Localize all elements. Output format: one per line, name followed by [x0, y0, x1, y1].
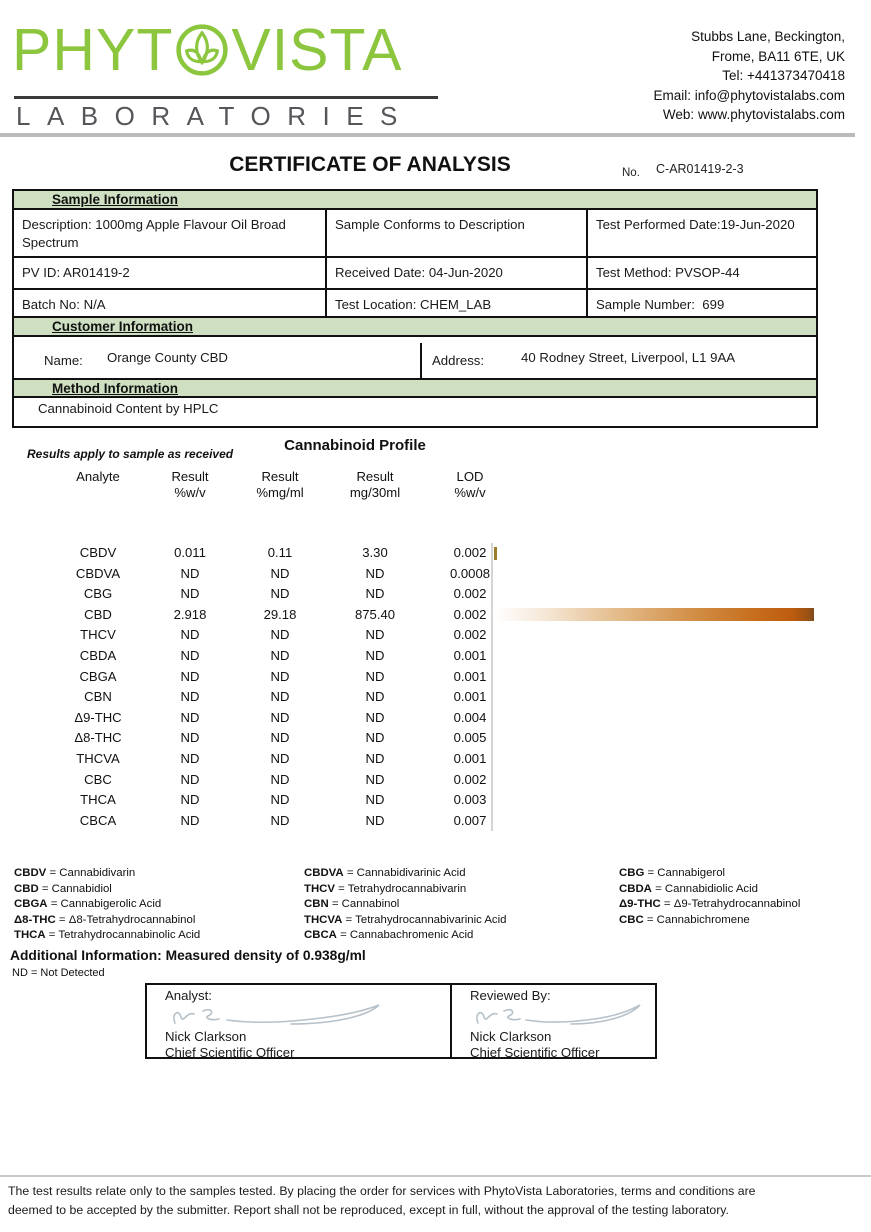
column-header-line1: Result [356, 469, 394, 484]
customer-divider [420, 343, 422, 379]
column-header [145, 469, 235, 500]
legend-abbr: CBD [14, 882, 39, 895]
analyte-name: CBG [83, 586, 113, 602]
legend-entry [619, 866, 800, 882]
result-pct-wv: ND [180, 792, 200, 808]
legend-separator: = [343, 867, 357, 879]
reviewer-signature-cell [450, 985, 655, 1060]
result-mg-30ml: ND [365, 771, 385, 787]
result-mg-30ml: ND [365, 750, 385, 766]
analyte-name: CBC [84, 771, 112, 787]
analyte-name: CBDVA [75, 565, 121, 581]
result-pct-mgml: ND [270, 812, 290, 828]
legend-column-2 [304, 866, 507, 944]
legend-abbr: CBDVA [304, 867, 344, 879]
result-pct-wv: ND [180, 627, 200, 643]
sample-information-table [12, 210, 818, 324]
method-information-value: Cannabinoid Content by HPLC [12, 398, 818, 428]
legend-name: Tetrahydrocannabinolic Acid [58, 929, 201, 942]
legend-abbr: CBDA [619, 882, 652, 895]
lod-pct-wv: 0.005 [453, 730, 487, 746]
column-header [51, 469, 145, 500]
analyst-signature-cell [147, 985, 450, 1060]
contact-line: Stubbs Lane, Beckington, [691, 29, 845, 44]
certificate-title: CERTIFICATE OF ANALYSIS [229, 153, 511, 176]
analyte-name: CBN [84, 689, 112, 705]
legend-name: Cannabigerolic Acid [60, 898, 162, 911]
result-pct-mgml: ND [270, 668, 290, 684]
result-mg-30ml: ND [365, 586, 385, 602]
legend-column-1 [14, 866, 200, 944]
lod-pct-wv: 0.004 [453, 709, 487, 725]
legend-separator: = [643, 913, 657, 926]
logo-text-phyt: PHYT [12, 17, 174, 83]
customer-information-heading: Customer Information [12, 316, 818, 337]
reviewer-signature [466, 997, 651, 1031]
result-pct-mgml: ND [270, 627, 290, 643]
footer-line-1: The test results relate only to the samples tested. By placing the order for services with PhytoVista Laboratories, terms and conditions are [8, 1184, 756, 1198]
result-mg-30ml: 3.30 [362, 545, 388, 560]
analyte-name: CBDV [79, 545, 117, 560]
result-mg-30ml: 875.40 [354, 606, 396, 622]
result-pct-mgml: ND [270, 771, 290, 787]
legend-abbr: CBCA [304, 929, 337, 942]
customer-name-value: Orange County CBD [107, 350, 228, 365]
result-pct-wv: ND [180, 586, 200, 602]
column-header [235, 469, 325, 500]
column-header [325, 469, 425, 500]
analyte-name: Δ8-THC [74, 730, 122, 746]
table-cell: Description: 1000mg Apple Flavour Oil Broad Spectrum [14, 210, 327, 258]
column-header-line2: %mg/ml [256, 484, 304, 500]
legend-name: Cannabidivarin [59, 867, 136, 879]
table-row [14, 210, 816, 258]
column-header [425, 469, 515, 500]
result-pct-wv: 0.011 [174, 545, 206, 560]
legend-separator: = [335, 882, 348, 895]
legend-separator: = [45, 929, 59, 942]
legend-separator: = [342, 913, 356, 926]
legend-separator: = [328, 898, 342, 911]
legend-name: Cannabichromene [656, 913, 750, 926]
legend-name: Tetrahydrocannabivarin [347, 882, 467, 895]
result-pct-mgml: ND [270, 750, 290, 766]
table-cell: Test Method: PVSOP-44 [588, 258, 816, 290]
result-pct-mgml: ND [270, 792, 290, 808]
results-note: Results apply to sample as received [27, 447, 234, 461]
lab-contact-info [653, 27, 845, 125]
legend-abbr: CBDV [14, 867, 47, 879]
legend-abbr: CBN [304, 898, 329, 911]
result-pct-wv: ND [180, 565, 200, 581]
legend-entry [304, 897, 507, 913]
result-mg-30ml: ND [365, 668, 385, 684]
analyst-title: Chief Scientific Officer [165, 1045, 295, 1060]
lod-pct-wv: 0.002 [453, 606, 487, 622]
table-cell: Test Location: CHEM_LAB [327, 290, 588, 322]
result-mg-30ml: ND [365, 709, 385, 725]
analyst-name: Nick Clarkson [165, 1029, 247, 1044]
legend-name: Cannabidiol [51, 882, 112, 895]
contact-line: Tel: +441373470418 [722, 68, 845, 83]
customer-name-label: Name: [44, 353, 83, 368]
column-header-line1: LOD [456, 469, 484, 484]
legend-entry [14, 866, 200, 882]
table-cell: Sample Number: 699 [596, 297, 725, 312]
analyte-name: CBGA [79, 668, 117, 684]
certificate-number-label: No. [622, 167, 640, 179]
analyte-bar-CBDV [494, 547, 497, 560]
table-cell: Sample Conforms to Description [327, 210, 588, 258]
method-information-section [12, 378, 818, 428]
legend-entry [14, 882, 200, 898]
legend-name: Cannabachromenic Acid [349, 929, 474, 942]
logo-text-vista: VISTA [231, 17, 403, 83]
lod-pct-wv: 0.001 [453, 647, 487, 663]
result-mg-30ml: ND [365, 812, 385, 828]
result-pct-wv: ND [180, 771, 200, 787]
column-header-line1: Result [261, 469, 299, 484]
sample-information-section [12, 189, 818, 324]
analyst-signature [161, 997, 401, 1031]
footer-line-2: deemed to be accepted by the submitter. Report shall not be reproduced, except in full, without the approval of the testing laboratory. [8, 1203, 729, 1217]
legend-separator: = [47, 898, 61, 911]
column-header-line2: %w/v [454, 484, 486, 500]
phytovista-logo [12, 4, 452, 131]
nd-note: ND = Not Detected [12, 967, 105, 979]
contact-line: Frome, BA11 6TE, UK [711, 48, 845, 64]
additional-information: Additional Information: Measured density of 0.938g/ml [10, 948, 366, 963]
legend-name: Δ8-Tetrahydrocannabinol [68, 913, 196, 926]
lod-pct-wv: 0.003 [453, 792, 487, 808]
legend-separator: = [38, 882, 52, 895]
legend-entry [619, 882, 800, 898]
cannabinoid-profile-section [0, 435, 871, 845]
legend-entry [304, 913, 507, 929]
legend-name: Tetrahydrocannabivarinic Acid [355, 913, 507, 926]
legend-name: Cannabinol [341, 898, 400, 911]
column-header-line1: Analyte [76, 469, 120, 484]
legend-abbr: CBGA [14, 898, 48, 911]
signature-box [145, 983, 657, 1059]
column-header-line2: mg/30ml [349, 484, 401, 500]
analyst-label: Analyst: [165, 988, 212, 1003]
reviewer-title: Chief Scientific Officer [470, 1045, 600, 1060]
contact-line: Web: www.phytovistalabs.com [662, 107, 845, 122]
result-pct-wv: ND [180, 750, 200, 766]
contact-line: Email: info@phytovistalabs.com [653, 87, 845, 103]
legend-abbr: Δ8-THC [14, 913, 56, 926]
analyte-name: THCV [80, 627, 116, 643]
table-cell: Received Date: 04-Jun-2020 [327, 258, 588, 290]
result-pct-wv: ND [180, 709, 200, 725]
lod-pct-wv: 0.001 [453, 668, 487, 684]
analyte-table-headers [0, 469, 560, 500]
lod-pct-wv: 0.002 [453, 545, 487, 560]
legend-entry [304, 882, 507, 898]
legend-separator: = [55, 913, 69, 926]
legend-abbr: THCA [14, 929, 46, 942]
footer-disclaimer [8, 1182, 868, 1220]
customer-information-section [12, 316, 818, 387]
customer-address-value: 40 Rodney Street, Liverpool, L1 9AA [521, 350, 736, 365]
legend-abbr: Δ9-THC [619, 898, 661, 911]
result-pct-mgml: ND [270, 689, 290, 705]
leaf-circle-icon [175, 23, 229, 77]
lod-pct-wv: 0.0008 [449, 565, 491, 581]
result-mg-30ml: ND [365, 647, 385, 663]
legend-entry [14, 928, 200, 944]
logo-wordmark [12, 4, 452, 96]
analyte-bar-CBD [494, 608, 814, 621]
result-mg-30ml: ND [365, 565, 385, 581]
reviewer-name: Nick Clarkson [470, 1029, 552, 1044]
legend-name: Δ9-Tetrahydrocannabinol [673, 898, 801, 911]
legend-entry [14, 897, 200, 913]
result-pct-mgml: ND [270, 647, 290, 663]
legend-separator: = [651, 882, 665, 895]
result-mg-30ml: ND [365, 792, 385, 808]
legend-entry [304, 928, 507, 944]
result-mg-30ml: ND [365, 689, 385, 705]
customer-address-label: Address: [432, 353, 485, 368]
result-pct-mgml: 0.11 [267, 545, 293, 560]
legend-entry [619, 913, 800, 929]
bar-chart-axis [491, 543, 493, 831]
legend-entry [304, 866, 507, 882]
legend-separator: = [46, 867, 60, 879]
legend-separator: = [660, 898, 674, 911]
lod-pct-wv: 0.002 [453, 586, 487, 602]
legend-abbr: THCV [304, 882, 336, 895]
analyte-table-rows [0, 543, 560, 831]
sample-information-heading: Sample Information [12, 189, 818, 210]
analyte-name: THCVA [76, 750, 120, 766]
legend-abbr: CBG [619, 867, 645, 879]
legend-separator: = [644, 867, 658, 879]
result-pct-mgml: ND [270, 586, 290, 602]
result-pct-wv: ND [180, 730, 200, 746]
result-pct-mgml: 29.18 [263, 606, 297, 622]
result-pct-mgml: ND [270, 709, 290, 725]
legend-entry [14, 913, 200, 929]
lod-pct-wv: 0.001 [453, 750, 487, 766]
result-pct-wv: ND [180, 689, 200, 705]
table-cell: Batch No: N/A [14, 290, 327, 322]
result-pct-wv: ND [180, 647, 200, 663]
legend-name: Cannabigerol [657, 867, 726, 879]
footer-separator [0, 1175, 871, 1177]
legend-column-3 [619, 866, 800, 928]
lod-pct-wv: 0.007 [453, 812, 487, 828]
analyte-name: CBD [84, 606, 112, 622]
legend-name: Cannabidivarinic Acid [356, 867, 466, 879]
certificate-number-value: C-AR01419-2-3 [656, 162, 744, 176]
legend-abbr: CBC [619, 913, 644, 926]
legend-entry [619, 897, 800, 913]
result-mg-30ml: ND [365, 627, 385, 643]
result-mg-30ml: ND [365, 730, 385, 746]
bar-chart-overlay [491, 543, 821, 832]
result-pct-mgml: ND [270, 565, 290, 581]
result-pct-wv: ND [180, 668, 200, 684]
cannabinoid-profile-title: Cannabinoid Profile [284, 437, 426, 454]
table-cell: Test Performed Date:19-Jun-2020 [588, 210, 816, 258]
column-header-line1: Result [171, 469, 209, 484]
column-header-line2: %w/v [174, 484, 206, 500]
legend-abbr: THCVA [304, 913, 343, 926]
lod-pct-wv: 0.002 [453, 627, 487, 643]
legend-separator: = [336, 929, 350, 942]
table-cell: PV ID: AR01419-2 [14, 258, 327, 290]
result-pct-wv: ND [180, 812, 200, 828]
lod-pct-wv: 0.001 [453, 689, 487, 705]
header-separator [0, 133, 855, 137]
result-pct-wv: 2.918 [173, 606, 207, 622]
lod-pct-wv: 0.002 [453, 771, 487, 787]
result-pct-mgml: ND [270, 730, 290, 746]
reviewer-label: Reviewed By: [470, 988, 551, 1003]
analyte-name: THCA [80, 792, 116, 808]
logo-laboratories-text: LABORATORIES [16, 101, 414, 131]
legend-name: Cannabidiolic Acid [664, 882, 758, 895]
table-row [14, 258, 816, 290]
analyte-name: CBCA [79, 812, 117, 828]
method-information-heading: Method Information [12, 378, 818, 398]
analyte-name: CBDA [79, 647, 117, 663]
logo-divider-line [14, 96, 438, 99]
analyte-name: Δ9-THC [74, 709, 122, 725]
